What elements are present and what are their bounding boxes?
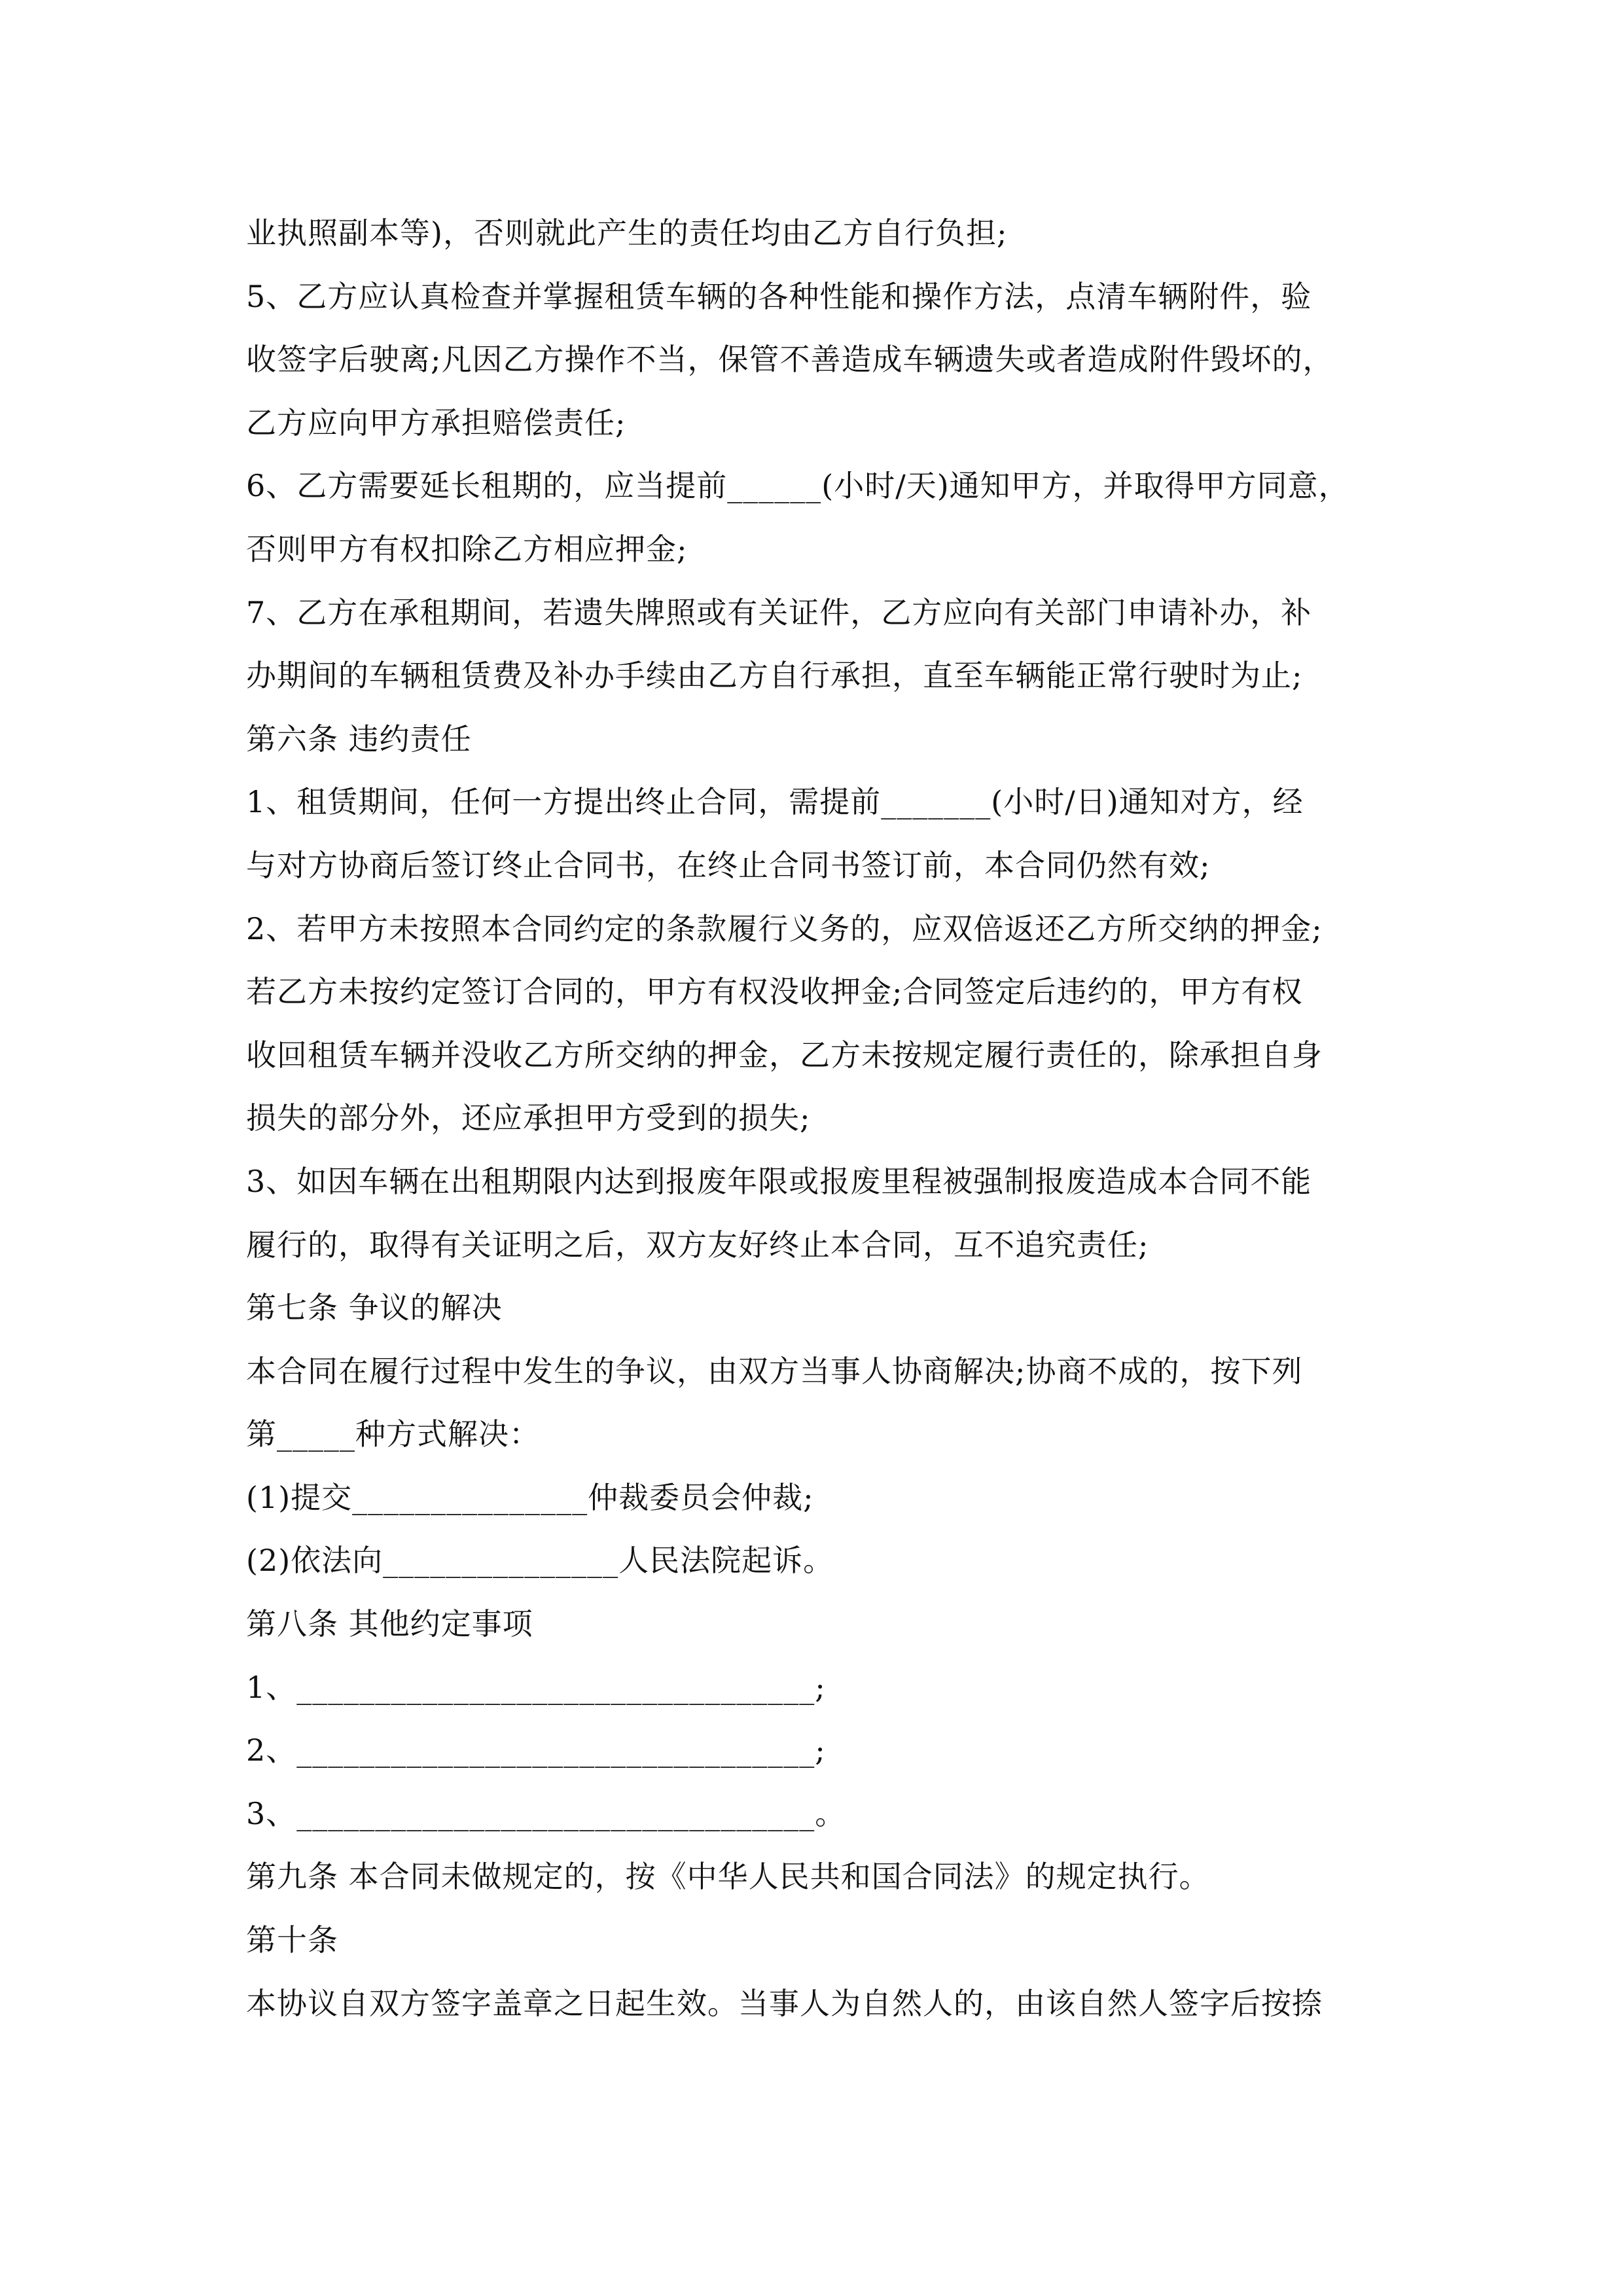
text-line: 本协议自双方签字盖章之日起生效。当事人为自然人的，由该自然人签字后按捺 [246, 1985, 1323, 2021]
text-line: 否则甲方有权扣除乙方相应押金; [246, 531, 688, 567]
text-line: 第_____种方式解决： [246, 1416, 540, 1452]
text-line: 若乙方未按约定签订合同的，甲方有权没收押金;合同签定后违约的，甲方有权 [246, 974, 1303, 1010]
text-line: 收回租赁车辆并没收乙方所交纳的押金，乙方未按规定履行责任的，除承担自身 [246, 1037, 1323, 1073]
text-line: 履行的，取得有关证明之后，双方友好终止本合同，互不追究责任; [246, 1227, 1149, 1263]
text-line: 2、_________________________________; [246, 1732, 826, 1768]
text-line: 5、乙方应认真检查并掌握租赁车辆的各种性能和操作方法，点清车辆附件，验 [246, 278, 1312, 314]
text-line: 与对方协商后签订终止合同书，在终止合同书签订前，本合同仍然有效; [246, 847, 1211, 883]
text-line: 7、乙方在承租期间，若遗失牌照或有关证件，乙方应向有关部门申请补办，补 [246, 594, 1312, 630]
text-line: 3、_________________________________。 [246, 1795, 846, 1831]
section-heading: 第八条 其他约定事项 [246, 1606, 533, 1642]
text-line: 损失的部分外，还应承担甲方受到的损失; [246, 1100, 811, 1136]
section-heading: 第七条 争议的解决 [246, 1290, 503, 1326]
document-body [246, 202, 1385, 2035]
section-heading: 第六条 违约责任 [246, 721, 472, 757]
text-line: 2、若甲方未按照本合同约定的条款履行义务的，应双倍返还乙方所交纳的押金; [246, 910, 1323, 946]
text-line: (1)提交_______________仲裁委员会仲裁; [246, 1479, 814, 1515]
text-line: 乙方应向甲方承担赔偿责任; [246, 404, 626, 440]
section-heading: 第十条 [246, 1922, 338, 1958]
text-line: (2)依法向_______________人民法院起诉。 [246, 1543, 834, 1579]
text-line: 6、乙方需要延长租期的，应当提前______(小时/天)通知甲方，并取得甲方同意， [246, 468, 1349, 504]
text-line: 3、如因车辆在出租期限内达到报废年限或报废里程被强制报废造成本合同不能 [246, 1163, 1312, 1199]
text-line: 业执照副本等)，否则就此产生的责任均由乙方自行负担; [246, 215, 1008, 251]
text-line: 1、租赁期间，任何一方提出终止合同，需提前_______(小时/日)通知对方，经 [246, 784, 1304, 820]
text-line: 办期间的车辆租赁费及补办手续由乙方自行承担，直至车辆能正常行驶时为止; [246, 658, 1303, 694]
text-line: 1、_________________________________; [246, 1669, 826, 1705]
text-line: 收签字后驶离;凡因乙方操作不当，保管不善造成车辆遗失或者造成附件毁坏的， [246, 342, 1334, 378]
section-heading: 第九条 本合同未做规定的，按《中华人民共和国合同法》的规定执行。 [246, 1859, 1210, 1895]
text-line: 本合同在履行过程中发生的争议，由双方当事人协商解决;协商不成的，按下列 [246, 1353, 1303, 1389]
